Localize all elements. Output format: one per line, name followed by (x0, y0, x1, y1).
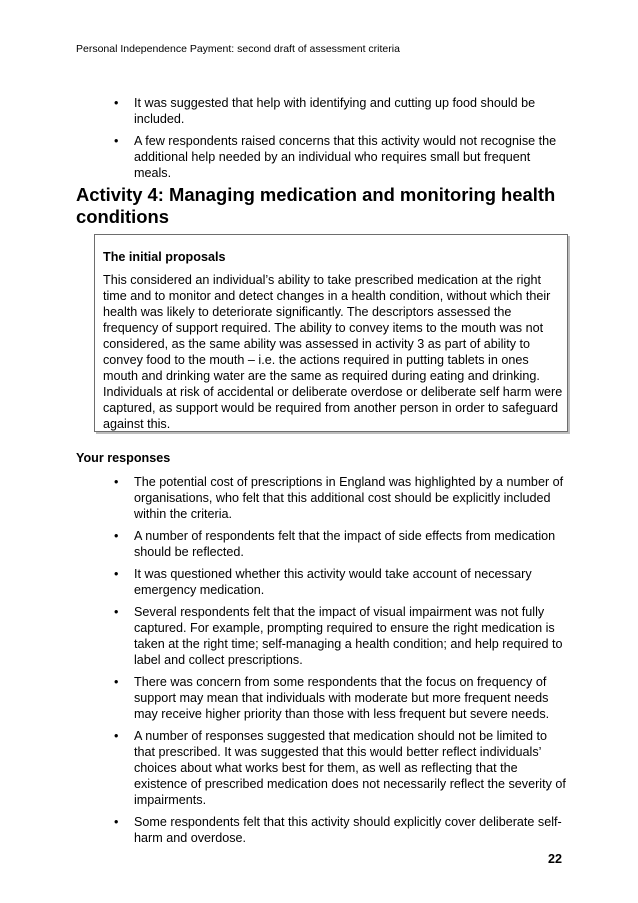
list-item: • A number of respondents felt that the impact of side effects from medication should be reflected. (0, 528, 638, 560)
list-item: • Several respondents felt that the impact of visual impairment was not fully captured. For example, prompting required to ensure the right medication is taken at the right time; self-managing a health condition; and help required to label and collect prescriptions. (0, 604, 638, 668)
page-number: 22 (547, 852, 562, 866)
list-item: • Some respondents felt that this activity should explicitly cover deliberate self-harm and overdose. (0, 814, 638, 846)
list-item: • It was questioned whether this activity would take account of necessary emergency medication. (0, 566, 638, 598)
list-item: • It was suggested that help with identifying and cutting up food should be included. (0, 95, 638, 127)
intro-bullet-list (0, 95, 638, 187)
subsection-heading: Your responses (76, 451, 171, 465)
initial-proposals-box (94, 234, 568, 432)
box-title: The initial proposals (103, 250, 226, 264)
list-item: • A number of responses suggested that medication should not be limited to that prescribed. It was suggested that this would better reflect individuals’ choices about what works best for them, as well as reflecting that the existence of prescribed medication does not necessarily reflect the severity of impairments. (0, 728, 638, 808)
list-item: • The potential cost of prescriptions in England was highlighted by a number of organisations, who felt that this additional cost should be explicitly included within the criteria. (0, 474, 638, 522)
responses-bullet-list (0, 474, 638, 852)
box-body-text: This considered an individual’s ability to take prescribed medication at the right time and to monitor and detect changes in a health condition, without which their health was likely to deteriorate significantly. The descriptors assessed the frequency of support required. The ability to convey items to the mouth was not considered, as the same ability was assessed in activity 3 as part of ability to convey food to the mouth – i.e. the actions required in putting tablets in ones mouth and drinking water are the same as required during eating and drinking. Individuals at risk of accidental or deliberate overdose or deliberate self harm were captured, as support would be required from another person in order to safeguard against this. (103, 273, 563, 431)
list-item: • A few respondents raised concerns that this activity would not recognise the additional help needed by an individual who requires small but frequent meals. (0, 133, 638, 181)
running-header: Personal Independence Payment: second draft of assessment criteria (76, 43, 400, 55)
section-heading: Activity 4: Managing medication and monitoring health conditions (76, 184, 556, 227)
list-item: • There was concern from some respondents that the focus on frequency of support may mean that individuals with moderate but more frequent needs may receive higher priority than those with less frequent but severe needs. (0, 674, 638, 722)
